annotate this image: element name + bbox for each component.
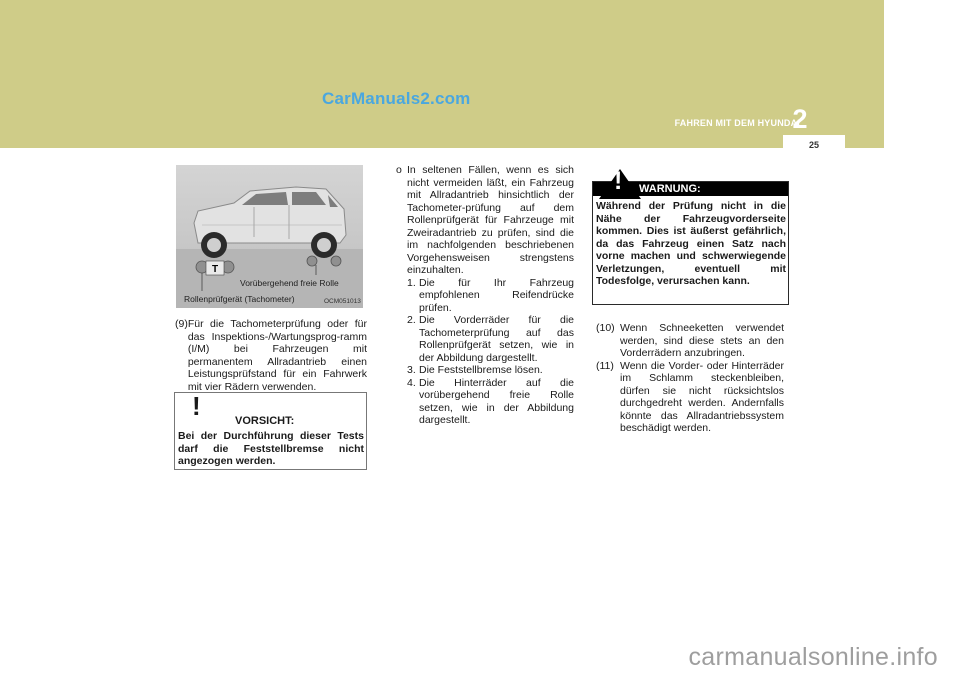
section-title: FAHREN MIT DEM HYUNDAI [674,118,800,128]
label-temporary-free-roller: Vorübergehend freie Rolle [240,278,339,288]
bullet-marker: o [396,164,402,176]
caution-exclamation-icon: ! [192,391,201,421]
list-item [396,164,574,277]
list-item [175,318,367,393]
right-column [596,322,784,435]
item-number: (11) [596,359,614,372]
step-number: 1. [407,276,416,289]
item-number: (10) [596,322,615,334]
caution-body: Bei der Durchführung dieser Tests darf die Feststellbremse nicht angezogen werden. [178,430,364,467]
left-column [175,318,367,393]
chapter-number: 2 [792,104,808,134]
step-item [407,364,574,377]
dynamometer-figure [176,165,363,308]
step-number: 3. [407,364,416,376]
item-text: Wenn die Vorder- oder Hinterräder im Schlamm steckenbleiben, dürfen sie nicht rücksichtslos durchgedreht werden. Andernfalls könnte das Allradantriebssystem beschädigt werden. [620,359,784,434]
middle-column [396,164,574,427]
step-text: Die Vorderräder für die Tachometerprüfung auf das Rollenprüfgerät setzen, wie in der Abbildung dargestellt. [419,314,574,364]
step-text: Die Feststellbremse lösen. [419,364,543,376]
caution-title: VORSICHT: [235,415,295,427]
warning-body: Während der Prüfung nicht in die Nähe der Fahrzeugvorderseite kommen. Dies ist äußerst gefährlich, da das Fahrzeug einen Satz nach vorne machen und schwerwiegende Verletzungen, eventuell mit Todesfolge, verursachen kann. [596,200,786,287]
list-item [596,360,784,435]
watermark-link-bottom[interactable]: carmanualsonline.info [688,643,938,671]
step-item [407,277,574,315]
item-number: (9) [175,318,188,330]
step-number: 2. [407,314,416,326]
list-item [596,322,784,360]
page-number: 25 [808,140,819,150]
step-text: Die Hinterräder auf die vorübergehend freie Rolle setzen, wie in der Abbildung dargestellt. [419,376,574,426]
item-text: Wenn Schneeketten verwendet werden, sind diese stets an den Vorderrädern anzubringen. [620,322,784,359]
intro-text: In seltenen Fällen, wenn es sich nicht vermeiden läßt, ein Fahrzeug mit Allradantrieb hinsichtlich der Tachometer-prüfung auf dem Rollenprüfgerät für Fahrzeuge mit Zweiradantrieb zu prüfen, sind die im nachfolgenden beschriebenen Vorgehensweisen strengstens einzuhalten. [407,164,574,276]
item-text: Für die Tachometerprüfung oder für das Inspektions-/Wartungsprog-ramm (I/M) bei Fahrzeugen mit permanentem Allradantrieb einen Leistungsprüfstand für ein Fahrwerk mit vier Rädern verwenden. [187,318,367,393]
figure-code: OCM051013 [324,298,361,305]
caution-warning-icon [185,394,221,424]
caution-box [174,392,367,470]
step-text: Die für Ihr Fahrzeug empfohlenen Reifendrücke prüfen. [419,276,574,314]
warning-title: WARNUNG: [639,183,701,195]
label-dynamometer-tester: Rollenprüfgerät (Tachometer) [184,294,295,304]
step-item [407,314,574,364]
list-item [396,277,574,427]
watermark-link-top[interactable]: CarManuals2.com [322,89,471,108]
step-item [407,377,574,427]
step-number: 4. [407,376,416,389]
warning-exclamation-icon: ! [614,167,623,195]
svg-text:T: T [211,264,219,275]
